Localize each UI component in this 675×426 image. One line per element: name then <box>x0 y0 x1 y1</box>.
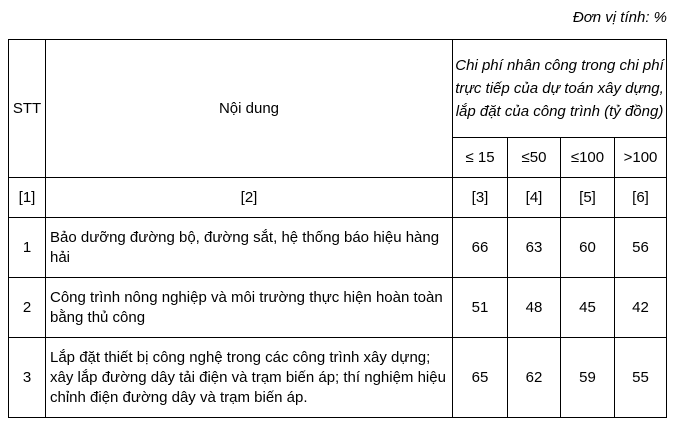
header-cost-group: Chi phí nhân công trong chi phí trực tiếp của dự toán xây dựng, lắp đặt của công trình (tỷ đồng) <box>453 40 667 138</box>
row-value: 65 <box>453 338 508 418</box>
row-stt: 2 <box>9 278 46 338</box>
header-cost-col-1: ≤ 15 <box>453 138 508 178</box>
header-cost-col-2: ≤50 <box>508 138 561 178</box>
row-content: Công trình nông nghiệp và môi trường thực hiện hoàn toàn bằng thủ công <box>46 278 453 338</box>
row-value: 48 <box>508 278 561 338</box>
header-stt: STT <box>9 40 46 178</box>
table-row <box>9 278 667 338</box>
row-stt: 1 <box>9 218 46 278</box>
row-content: Lắp đặt thiết bị công nghệ trong các công trình xây dựng; xây lắp đường dây tải điện và trạm biến áp; thí nghiệm hiệu chỉnh điện đường dây và trạm biến áp. <box>46 338 453 418</box>
index-cell: [4] <box>508 178 561 218</box>
index-row <box>9 178 667 218</box>
row-value: 60 <box>561 218 615 278</box>
row-value: 55 <box>615 338 667 418</box>
index-cell: [1] <box>9 178 46 218</box>
row-value: 56 <box>615 218 667 278</box>
index-cell: [3] <box>453 178 508 218</box>
row-value: 45 <box>561 278 615 338</box>
row-content: Bảo dưỡng đường bộ, đường sắt, hệ thống báo hiệu hàng hải <box>46 218 453 278</box>
header-cost-col-4: >100 <box>615 138 667 178</box>
row-value: 66 <box>453 218 508 278</box>
row-value: 63 <box>508 218 561 278</box>
cost-table <box>8 39 667 418</box>
index-cell: [5] <box>561 178 615 218</box>
header-content: Nội dung <box>46 40 453 178</box>
header-cost-col-3: ≤100 <box>561 138 615 178</box>
index-cell: [6] <box>615 178 667 218</box>
table-row <box>9 218 667 278</box>
header-row <box>9 40 667 138</box>
row-value: 59 <box>561 338 615 418</box>
row-value: 51 <box>453 278 508 338</box>
row-stt: 3 <box>9 338 46 418</box>
table-row <box>9 338 667 418</box>
row-value: 42 <box>615 278 667 338</box>
row-value: 62 <box>508 338 561 418</box>
unit-note: Đơn vị tính: % <box>572 9 667 26</box>
index-cell: [2] <box>46 178 453 218</box>
